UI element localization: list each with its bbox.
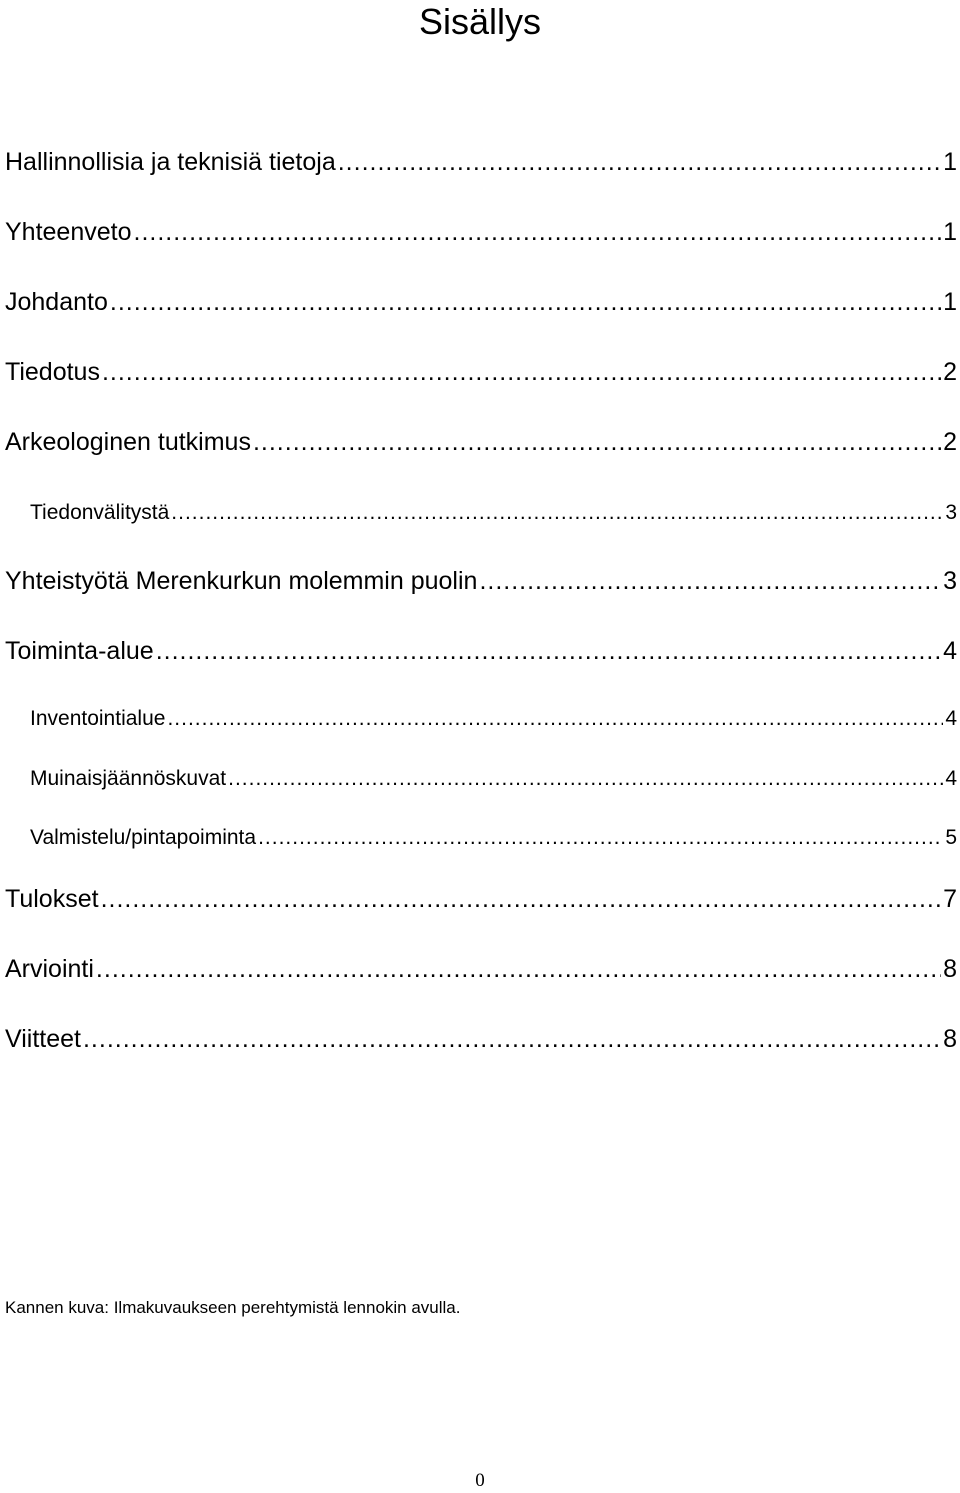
toc-entry-page: 3 bbox=[945, 501, 957, 524]
toc-entry[interactable] bbox=[5, 567, 957, 596]
toc-entry[interactable] bbox=[5, 218, 957, 247]
toc-entry-page: 8 bbox=[943, 1025, 957, 1053]
toc-entry-label: Toiminta-alue bbox=[5, 637, 154, 665]
toc-entry-page: 4 bbox=[945, 707, 957, 730]
toc-entry-label: Valmistelu/pintapoiminta bbox=[30, 826, 257, 849]
toc-entry[interactable] bbox=[5, 358, 957, 387]
toc-entry-page: 8 bbox=[943, 955, 957, 983]
page-title: Sisällys bbox=[418, 1, 542, 42]
toc-entry-page: 5 bbox=[945, 826, 957, 849]
toc-entry-label: Arkeologinen tutkimus bbox=[5, 428, 251, 456]
toc-leader-dots bbox=[101, 885, 942, 914]
toc-entry-label: Yhteistyötä Merenkurkun molemmin puolin bbox=[5, 567, 478, 595]
toc-leader-dots bbox=[167, 707, 943, 731]
page-number: 0 bbox=[475, 1470, 485, 1491]
toc-leader-dots bbox=[96, 955, 941, 984]
toc-entry-page: 7 bbox=[943, 885, 957, 913]
cover-image-caption: Kannen kuva: Ilmakuvaukseen perehtymistä lennokin avulla. bbox=[5, 1298, 461, 1317]
toc-leader-dots bbox=[102, 358, 941, 387]
toc-leader-dots bbox=[479, 567, 941, 596]
toc-leader-dots bbox=[156, 637, 941, 666]
toc-entry[interactable] bbox=[5, 288, 957, 317]
toc-entry-label: Tiedotus bbox=[5, 358, 100, 386]
toc-leader-dots bbox=[171, 501, 943, 525]
toc-entry[interactable] bbox=[5, 1025, 957, 1054]
toc-entry-label: Arviointi bbox=[5, 955, 94, 983]
toc-subentry[interactable] bbox=[30, 767, 957, 791]
toc-entry-label: Tulokset bbox=[5, 885, 99, 913]
toc-entry[interactable] bbox=[5, 885, 957, 914]
toc-entry-page: 3 bbox=[943, 567, 957, 595]
toc-entry[interactable] bbox=[5, 637, 957, 666]
toc-leader-dots bbox=[83, 1025, 941, 1054]
toc-entry-page: 4 bbox=[943, 637, 957, 665]
toc-entry[interactable] bbox=[5, 148, 957, 177]
toc-entry[interactable] bbox=[5, 955, 957, 984]
toc-leader-dots bbox=[338, 148, 941, 177]
toc-leader-dots bbox=[253, 428, 941, 457]
toc-subentry[interactable] bbox=[30, 707, 957, 731]
toc-entry-label: Yhteenveto bbox=[5, 218, 132, 246]
toc-entry-page: 1 bbox=[943, 148, 957, 176]
toc-entry-page: 1 bbox=[943, 288, 957, 316]
toc-leader-dots bbox=[110, 288, 941, 317]
toc-entry-page: 1 bbox=[943, 218, 957, 246]
toc-leader-dots bbox=[228, 767, 943, 791]
toc-subentry[interactable] bbox=[30, 826, 957, 850]
toc-entry-label: Viitteet bbox=[5, 1025, 81, 1053]
toc-entry-label: Johdanto bbox=[5, 288, 108, 316]
toc-entry-page: 4 bbox=[945, 767, 957, 790]
toc-entry-label: Tiedonvälitystä bbox=[30, 501, 170, 524]
toc-entry-label: Muinaisjäännöskuvat bbox=[30, 767, 227, 790]
toc-entry-page: 2 bbox=[943, 358, 957, 386]
toc-entry[interactable] bbox=[5, 428, 957, 457]
toc-entry-label: Hallinnollisia ja teknisiä tietoja bbox=[5, 148, 336, 176]
toc-leader-dots bbox=[258, 826, 943, 850]
toc-leader-dots bbox=[134, 218, 942, 247]
toc-subentry[interactable] bbox=[30, 501, 957, 525]
toc-entry-page: 2 bbox=[943, 428, 957, 456]
toc-entry-label: Inventointialue bbox=[30, 707, 166, 730]
